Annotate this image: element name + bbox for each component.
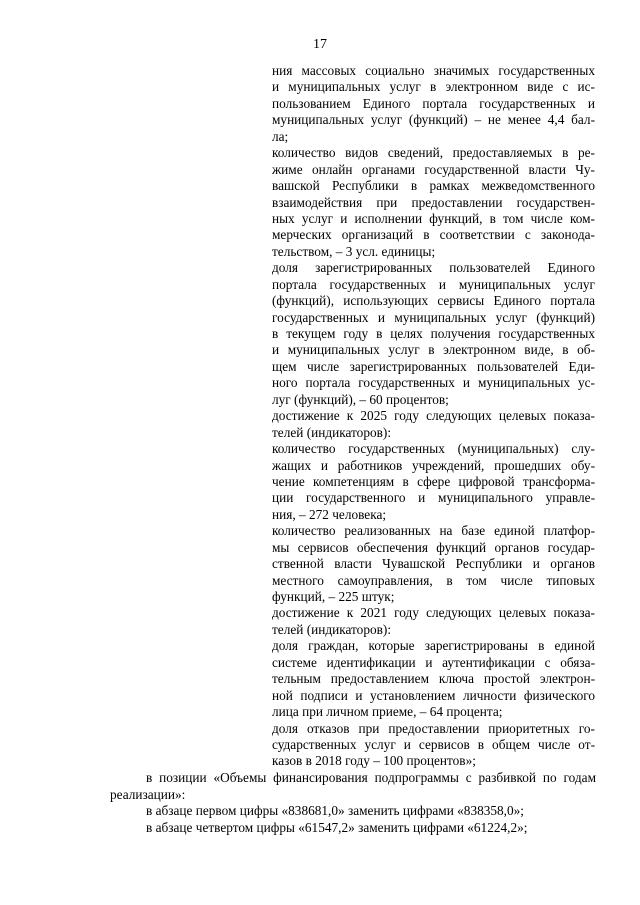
indicators-column [272, 63, 595, 770]
amendment-paragraphs [110, 770, 596, 836]
text-line: вашской Республики в рамках межведомственного [272, 178, 595, 194]
text-line: доля зарегистрированных пользователей Единого [272, 260, 595, 276]
text-line: муниципальных услуг (функций) – не менее 4,4 бал- [272, 112, 595, 128]
text-line: доля отказов при предоставлении приоритетных го- [272, 720, 595, 736]
text-line: телей (индикаторов): [272, 424, 392, 440]
text-line: жащих и работников учреждений, прошедших обу- [272, 457, 595, 473]
text-line: мерческих организаций в соответствии с законода- [272, 227, 595, 243]
text-line: казов в 2018 году – 100 процентов»; [272, 753, 476, 769]
text-line: и муниципальных услуг в электронном виде с ис- [272, 79, 595, 95]
text-line: и муниципальных услуг в электронном виде, в об- [272, 342, 595, 358]
text-line: количество государственных (муниципальных) слу- [272, 441, 595, 457]
text-line: функций, – 225 штук; [272, 589, 395, 604]
text-line: количество видов сведений, предоставляемых в ре- [272, 145, 595, 161]
page-number: 17 [313, 37, 327, 52]
text-line: сударственных услуг и сервисов в общем числе от- [272, 736, 595, 752]
text-line: ной подписи и установлением личности физического [272, 687, 595, 703]
text-line: доля граждан, которые зарегистрированы в единой [272, 638, 595, 654]
text-line: ции государственного и муниципального управле- [272, 490, 595, 506]
paragraph-line: реализации»: [110, 786, 186, 802]
text-line: ния массовых социально значимых государственных [272, 63, 595, 78]
paragraph-line: в позиции «Объемы финансирования подпрограммы с разбивкой по годам [146, 770, 596, 785]
text-line: в текущем году в целях получения государственных [272, 326, 595, 341]
text-line: (функций), использующих сервисы Единого портала [272, 293, 595, 309]
text-line: достижение к 2021 году следующих целевых показа- [272, 605, 595, 621]
text-line: телей (индикаторов): [272, 621, 392, 637]
text-line: местного самоуправления, в том числе типовых [272, 572, 595, 588]
text-line: ла; [272, 128, 289, 144]
text-line: пользованием Единого портала государственных и [272, 95, 595, 111]
paragraph-line: в абзаце первом цифры «838681,0» заменить цифрами «838358,0»; [146, 803, 525, 818]
paragraph-line: в абзаце четвертом цифры «61547,2» заменить цифрами «61224,2»; [146, 819, 528, 835]
text-line: щем числе зарегистрированных пользователей Еди- [272, 358, 595, 374]
text-line: количество реализованных на базе единой платфор- [272, 523, 595, 539]
text-line: чение компетенциям в сфере цифровой трансформа- [272, 473, 595, 489]
text-line: ния, – 272 человека; [272, 506, 387, 522]
text-line: мы сервисов обеспечения функций органов государ- [272, 539, 595, 555]
text-line: тельством, – 3 усл. единицы; [272, 243, 436, 259]
text-line: ного портала государственных и муниципальных ус- [272, 375, 595, 391]
text-line: взаимодействия при предоставлении государствен- [272, 194, 595, 210]
text-line: системе идентификации и аутентификации с обяза- [272, 654, 595, 670]
text-line: жиме онлайн органами государственной власти Чу- [272, 161, 595, 177]
text-line: достижение к 2025 году следующих целевых показа- [272, 408, 595, 424]
text-line: луг (функций), – 60 процентов; [272, 391, 449, 407]
text-line: государственных и муниципальных услуг (функций) [272, 309, 595, 325]
text-line: лица при личном приеме, – 64 процента; [272, 704, 503, 720]
text-line: ственной власти Чувашской Республики и органов [272, 556, 595, 572]
text-line: ных услуг и исполнении функций, в том числе ком- [272, 210, 595, 226]
text-line: портала государственных и муниципальных услуг [272, 276, 595, 292]
text-line: тельным предоставлением ключа простой электрон- [272, 671, 595, 687]
